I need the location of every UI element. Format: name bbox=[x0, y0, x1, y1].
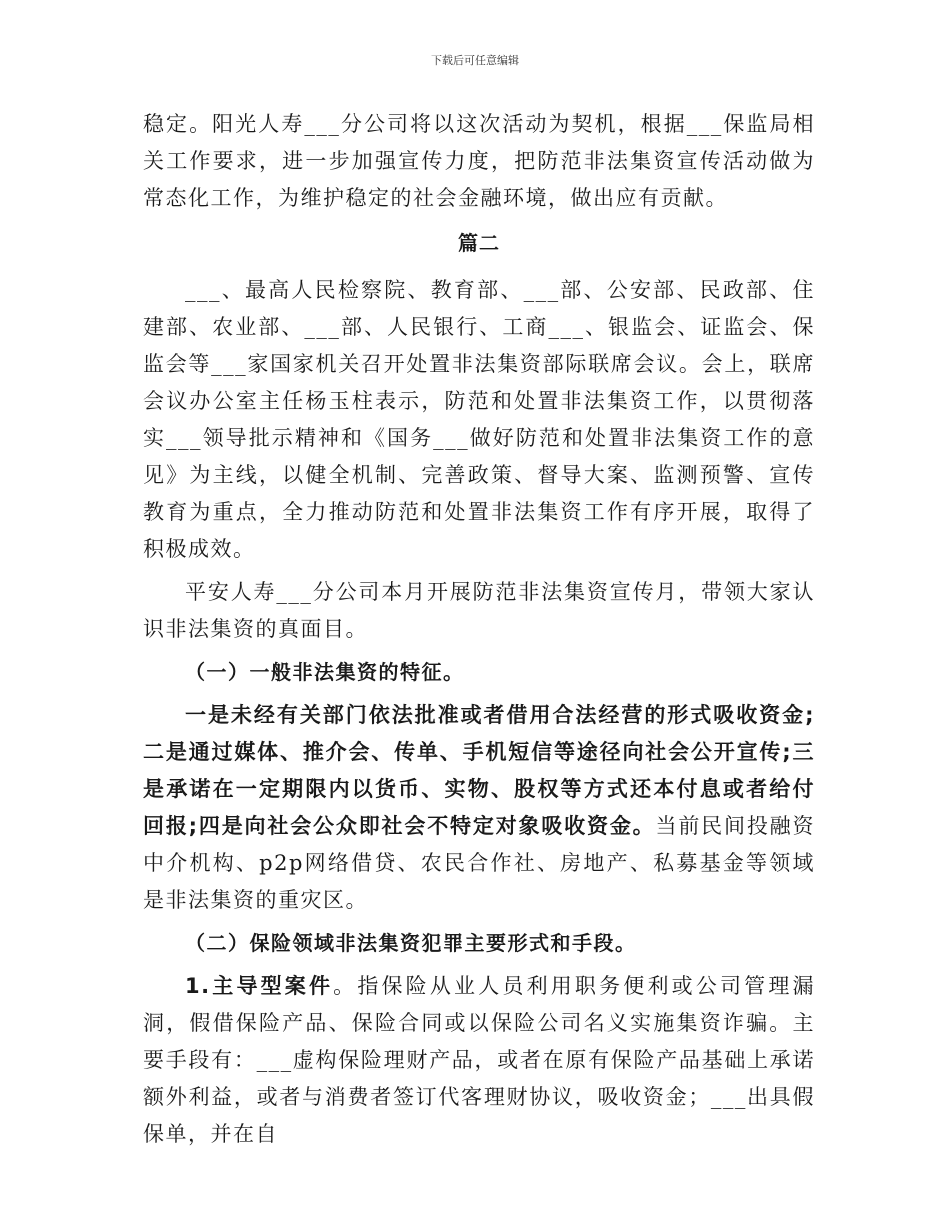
paragraph-3: 平安人寿___分公司本月开展防范非法集资宣传月，带领大家认识非法集资的真面目。 bbox=[143, 580, 815, 641]
paragraph-4 bbox=[143, 697, 815, 919]
paragraph-5 bbox=[143, 968, 815, 1153]
page-header: 下载后可任意编辑 bbox=[431, 54, 519, 67]
section-title: 篇二 bbox=[458, 231, 500, 255]
paragraph-5-text: 。指保险从业人员利用职务便利或公司管理漏洞，假借保险产品、保险合同或以保险公司名义实施集资诈骗。主要手段有：___虚构保险理财产品，或者在原有保险产品基础上承诺额外利益，或者与消费者签订代客理财协议，吸收资金；___出具假保单，并在自 bbox=[143, 974, 816, 1146]
paragraph-1: 稳定。阳光人寿___分公司将以这次活动为契机，根据___保监局相关工作要求，进一步加强宣传力度，把防范非法集资宣传活动做为常态化工作，为维护稳定的社会金融环境，做出应有贡献。 bbox=[143, 112, 815, 210]
paragraph-2: ___、最高人民检察院、教育部、___部、公安部、民政部、住建部、农业部、___部、人民银行、工商___、银监会、证监会、保监会等___家国家机关召开处置非法集资部际联席会议。会上，联席会议办公室主任杨玉柱表示，防范和处置非法集资工作，以贯彻落实___领导批示精神和《国务___做好防范和处置非法集资工作的意见》为主线，以健全机制、完善政策、督导大案、监测预警、宣传教育为重点，全力推动防范和处置非法集资工作有序开展，取得了积极成效。 bbox=[143, 278, 815, 561]
paragraph-4-text: 当前民间投融资中介机构、p2p网络借贷、农民合作社、房地产、私募基金等领域是非法集资的重灾区。 bbox=[143, 814, 816, 912]
paragraph-4-bold: 一是未经有关部门依法批准或者借用合法经营的形式吸收资金;二是通过媒体、推介会、传单、手机短信等途径向社会公开宣传;三是承诺在一定期限内以货币、实物、股权等方式还本付息或者给付回报;四是向社会公众即社会不特定对象吸收资金。 bbox=[143, 703, 815, 838]
heading-2: （二）保险领域非法集资犯罪主要形式和手段。 bbox=[185, 931, 637, 955]
document-body bbox=[143, 106, 815, 1153]
paragraph-5-bold: 1.主导型案件 bbox=[185, 974, 334, 998]
heading-1: （一）一般非法集资的特征。 bbox=[185, 660, 465, 684]
